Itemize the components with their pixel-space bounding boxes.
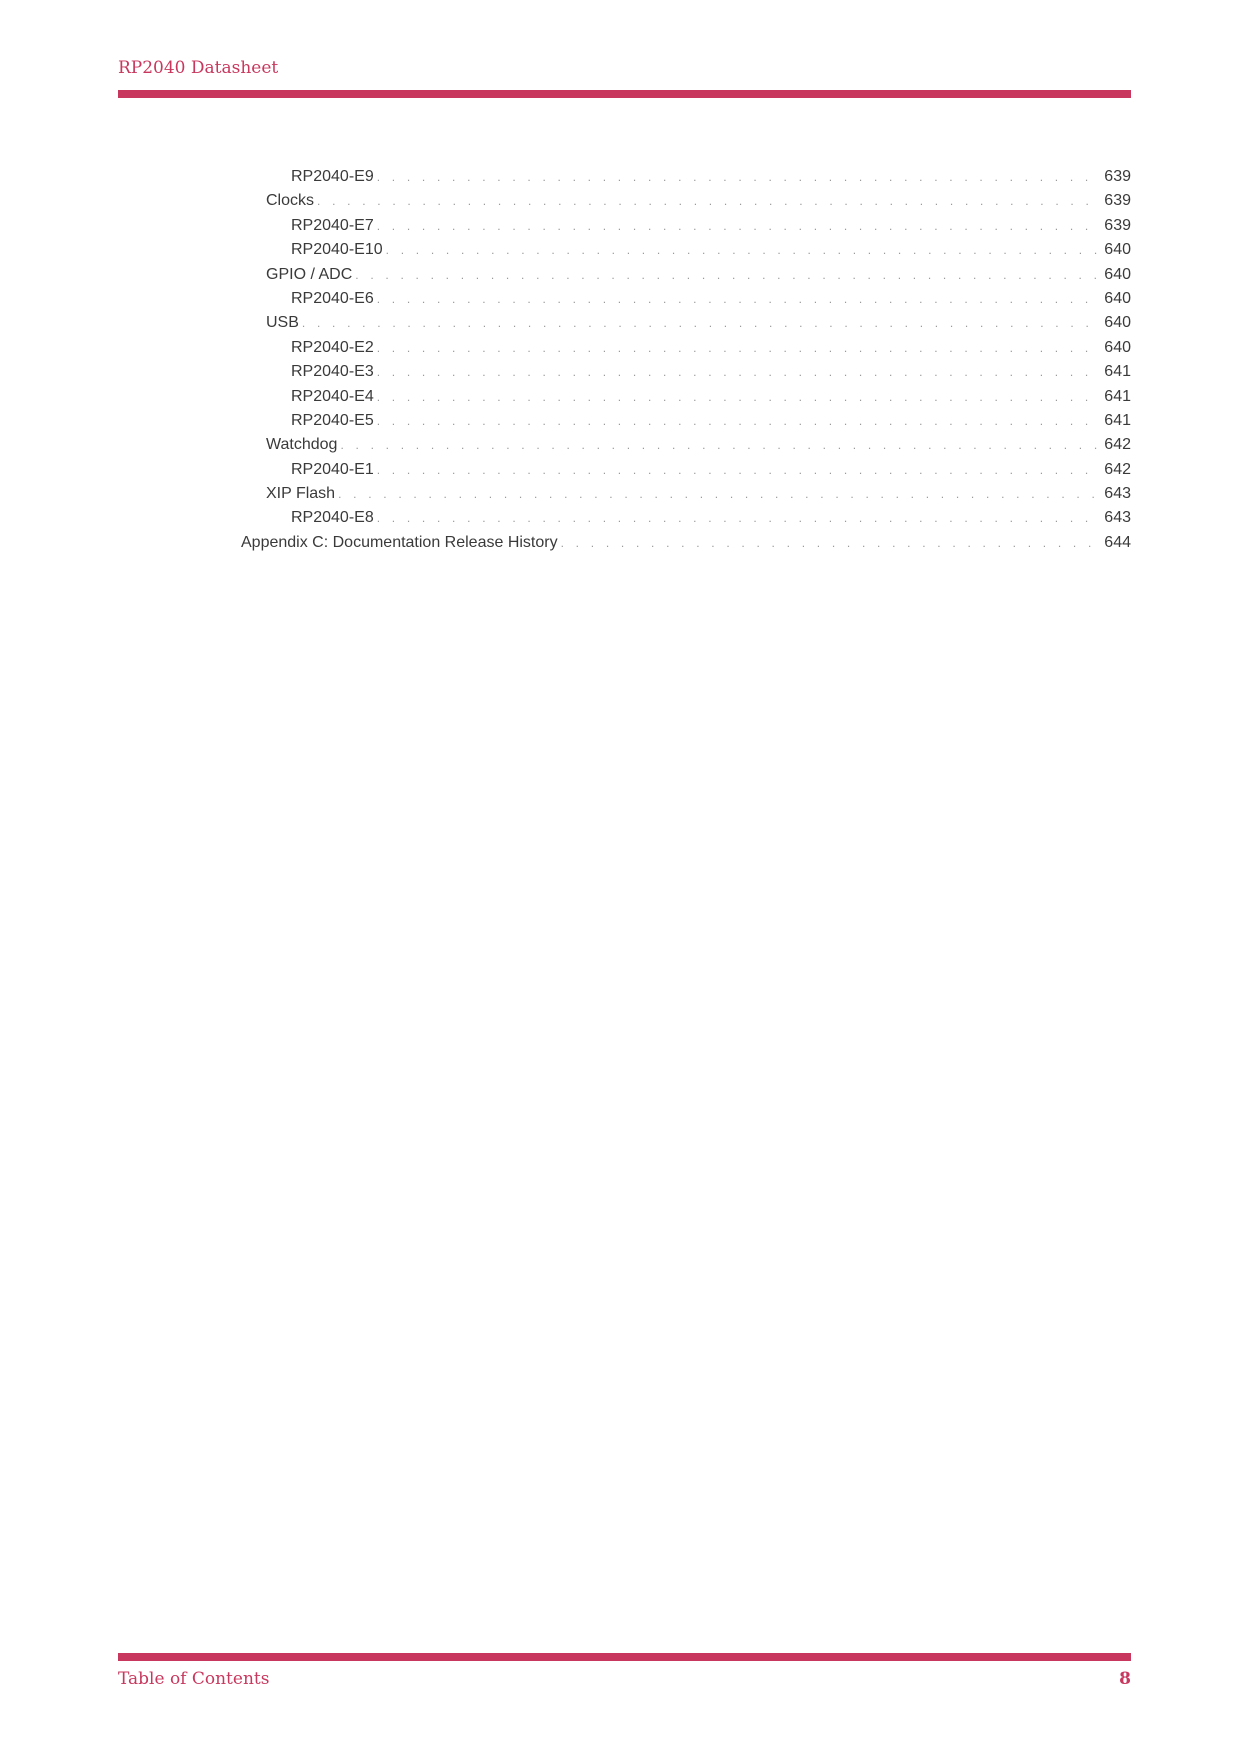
toc-entry[interactable]: [118, 409, 1131, 433]
toc-leader-dots: [377, 506, 1100, 530]
toc-entry[interactable]: [118, 360, 1131, 384]
toc-entry[interactable]: [118, 238, 1131, 262]
toc-leader-dots: [377, 409, 1100, 433]
toc-entry-label: RP2040-E3: [291, 363, 374, 381]
toc-leader-dots: [302, 311, 1099, 335]
footer-page-number: 8: [1119, 1669, 1131, 1689]
footer-rule: [118, 1653, 1131, 1661]
toc-entry-label: RP2040-E5: [291, 411, 374, 429]
toc-entry[interactable]: [118, 458, 1131, 482]
toc-entry-page: 644: [1104, 533, 1131, 551]
toc-entry[interactable]: [118, 214, 1131, 238]
toc-entry[interactable]: [118, 482, 1131, 506]
toc-entry[interactable]: [118, 336, 1131, 360]
toc-entry-label: Appendix C: Documentation Release History: [241, 533, 558, 551]
table-of-contents: [118, 165, 1131, 555]
toc-leader-dots: [338, 482, 1099, 506]
toc-leader-dots: [377, 165, 1100, 189]
toc-entry-page: 640: [1104, 314, 1131, 332]
toc-entry-page: 639: [1104, 168, 1131, 185]
toc-entry[interactable]: [118, 433, 1131, 457]
toc-entry-label: GPIO / ADC: [266, 265, 353, 283]
toc-entry-page: 640: [1104, 289, 1131, 307]
toc-entry-label: RP2040-E4: [291, 387, 374, 405]
toc-leader-dots: [386, 238, 1100, 262]
toc-entry[interactable]: [118, 311, 1131, 335]
toc-entry-label: XIP Flash: [266, 485, 336, 503]
toc-leader-dots: [561, 531, 1100, 555]
toc-leader-dots: [377, 336, 1100, 360]
toc-entry-page: 641: [1104, 363, 1131, 381]
toc-entry-page: 641: [1104, 387, 1131, 405]
toc-entry-label: RP2040-E9: [291, 168, 374, 185]
toc-entry-page: 643: [1104, 509, 1131, 527]
toc-entry-label: USB: [266, 314, 299, 332]
footer-section-label: Table of Contents: [118, 1669, 270, 1689]
document-title: RP2040 Datasheet: [118, 58, 279, 78]
toc-entry-page: 640: [1104, 338, 1131, 356]
toc-entry-page: 639: [1104, 216, 1131, 234]
toc-leader-dots: [377, 458, 1100, 482]
toc-entry-label: RP2040-E2: [291, 338, 374, 356]
toc-entry[interactable]: [118, 189, 1131, 213]
toc-entry-page: 641: [1104, 411, 1131, 429]
toc-leader-dots: [377, 214, 1100, 238]
toc-entry[interactable]: [118, 385, 1131, 409]
toc-entry-page: 642: [1104, 460, 1131, 478]
toc-entry-label: Clocks: [266, 192, 315, 210]
toc-entry-page: 642: [1104, 436, 1131, 454]
toc-entry-page: 639: [1104, 192, 1131, 210]
toc-leader-dots: [317, 189, 1099, 213]
toc-entry[interactable]: [118, 287, 1131, 311]
header-rule: [118, 90, 1131, 98]
toc-leader-dots: [377, 385, 1100, 409]
toc-leader-dots: [340, 433, 1099, 457]
toc-entry-page: 643: [1104, 485, 1131, 503]
toc-entry[interactable]: [118, 165, 1131, 189]
toc-entry-label: RP2040-E6: [291, 289, 374, 307]
toc-entry-label: RP2040-E7: [291, 216, 374, 234]
toc-entry[interactable]: [118, 531, 1131, 555]
toc-entry[interactable]: [118, 263, 1131, 287]
toc-leader-dots: [377, 360, 1100, 384]
toc-leader-dots: [377, 287, 1100, 311]
toc-leader-dots: [355, 263, 1099, 287]
toc-entry-label: RP2040-E1: [291, 460, 374, 478]
toc-entry-label: Watchdog: [266, 436, 338, 454]
toc-entry-page: 640: [1104, 265, 1131, 283]
toc-entry-label: RP2040-E8: [291, 509, 374, 527]
toc-entry-page: 640: [1104, 241, 1131, 259]
toc-entry[interactable]: [118, 506, 1131, 530]
toc-entry-label: RP2040-E10: [291, 241, 383, 259]
